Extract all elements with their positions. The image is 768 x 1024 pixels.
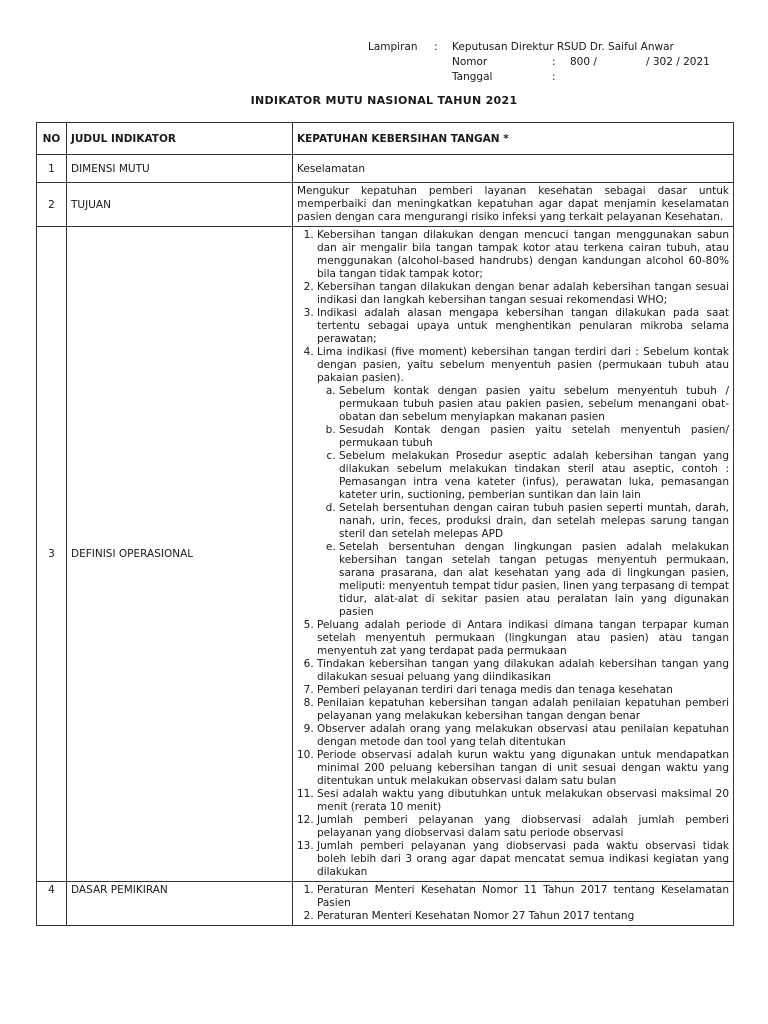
sub-list-item: a. Sebelum kontak dengan pasien yaitu sebelum menyentuh tubuh / permukaan tubuh pasien atau pakien pasien, sebelum menangani obat-obatan dan sebelum menyiapkan makanan pasien [339, 385, 729, 424]
list-item: 3. Indikasi adalah alasan mengapa kebersihan tangan dilakukan pada saat tertentu sebagai upaya untuk menghentikan penularan mikroba selama perawatan; [317, 307, 729, 346]
row-judul: DIMENSI MUTU [67, 155, 293, 183]
list-item: 12. Jumlah pemberi pelayanan yang diobservasi adalah jumlah pemberi pelayanan yang diobservasi dalam satu periode observasi [317, 814, 729, 840]
indicator-table [36, 122, 734, 926]
list-item: 7. Pemberi pelayanan terdiri dari tenaga medis dan tenaga kesehatan [317, 684, 729, 697]
dasar-list [297, 884, 729, 923]
row-judul: TUJUAN [67, 183, 293, 227]
list-item-text: Lima indikasi (five moment) kebersihan tangan terdiri dari : Sebelum kontak dengan pasien, yaitu sebelum menyentuh pasien (permukaan tubuh atau pakaian pasien). [317, 346, 729, 384]
list-item: 11. Sesi adalah waktu yang dibutuhkan untuk melakukan observasi maksimal 20 menit (rerata 10 menit) [317, 788, 729, 814]
list-item: 8. Penilaian kepatuhan kebersihan tangan adalah penilaian kepatuhan pemberi pelayanan yang melakukan kebersihan tangan dengan benar [317, 697, 729, 723]
row-isi [293, 227, 734, 882]
header-no: NO [37, 123, 67, 155]
list-item: 6. Tindakan kebersihan tangan yang dilakukan adalah kebersihan tangan yang dilakukan sesuai peluang yang diindikasikan [317, 658, 729, 684]
list-item: 2. Peraturan Menteri Kesehatan Nomor 27 Tahun 2017 tentang [317, 910, 729, 923]
row-isi: Keselamatan [293, 155, 734, 183]
list-item: 9. Observer adalah orang yang melakukan observasi atau penilaian kepatuhan dengan metode dan tool yang telah ditentukan [317, 723, 729, 749]
list-item: 5. Peluang adalah periode di Antara indikasi dimana tangan terpapar kuman setelah menyentuh permukaan (lingkungan atau pasien) atau tangan menyentuh zat yang terdapat pada permukaan [317, 619, 729, 658]
header-judul: JUDUL INDIKATOR [67, 123, 293, 155]
list-item: 2. Kebersihan tangan dilakukan dengan benar adalah kebersihan tangan sesuai indikasi dan langkah kebersihan tangan sesuai rekomendasi WHO; [317, 281, 729, 307]
list-item [317, 346, 729, 619]
nomor-value-b: / 302 / 2021 [646, 56, 710, 68]
colon: : [434, 41, 438, 53]
row-no: 1 [37, 155, 67, 183]
table-row [37, 155, 734, 183]
lampiran-value: Keputusan Direktur RSUD Dr. Saiful Anwar [452, 41, 674, 53]
row-isi [293, 882, 734, 926]
list-item: 10. Periode observasi adalah kurun waktu yang digunakan untuk mendapatkan minimal 200 peluang kebersihan tangan di unit sesuai dengan waktu yang ditentukan untuk melakukan observasi dalam satu bulan [317, 749, 729, 788]
sub-list-item: d. Setelah bersentuhan dengan cairan tubuh pasien seperti muntah, darah, nanah, urin, feces, produksi drain, dan setelah melepas sarung tangan steril dan setelah melepas APD [339, 502, 729, 541]
colon: : [552, 56, 556, 68]
header-isi: KEPATUHAN KEBERSIHAN TANGAN * [293, 123, 734, 155]
list-item: 13. Jumlah pemberi pelayanan yang diobservasi pada waktu observasi tidak boleh lebih dari 3 orang agar dapat mencatat semua indikasi kegiatan yang dilakukan [317, 840, 729, 879]
row-no: 2 [37, 183, 67, 227]
table-row [37, 183, 734, 227]
sub-list [317, 385, 729, 619]
list-item: 1. Kebersihan tangan dilakukan dengan mencuci tangan menggunakan sabun dan air mengalir bila tangan tampak kotor atau terkena cairan tubuh, atau menggunakan (alcohol-based handrubs) dengan kandungan alcohol 60-80% bila tangan tidak tampak kotor; [317, 229, 729, 281]
table-row [37, 882, 734, 926]
nomor-value-a: 800 / [570, 56, 597, 68]
row-judul: DEFINISI OPERASIONAL [67, 227, 293, 882]
tanggal-label: Tanggal [452, 71, 493, 83]
row-no: 3 [37, 227, 67, 882]
row-judul: DASAR PEMIKIRAN [67, 882, 293, 926]
lampiran-block [368, 40, 710, 85]
list-item: 1. Peraturan Menteri Kesehatan Nomor 11 Tahun 2017 tentang Keselamatan Pasien [317, 884, 729, 910]
lampiran-label: Lampiran [368, 41, 418, 53]
nomor-label: Nomor [452, 56, 488, 68]
sub-list-item: b. Sesudah Kontak dengan pasien yaitu setelah menyentuh pasien/ permukaan tubuh [339, 424, 729, 450]
document-title: INDIKATOR MUTU NASIONAL TAHUN 2021 [250, 94, 518, 107]
row-isi: Mengukur kepatuhan pemberi layanan kesehatan sebagai dasar untuk memperbaiki dan meningkatkan kepatuhan agar dapat menjamin keselamatan pasien dengan cara mengurangi risiko infeksi yang terkait pelayanan Kesehatan. [293, 183, 734, 227]
row-no: 4 [37, 882, 67, 926]
sub-list-item: e. Setelah bersentuhan dengan lingkungan pasien adalah melakukan kebersihan tangan setelah tangan petugas menyentuh permukaan, sarana prasarana, dan alat kesehatan yang ada di lingkungan pasien, meliputi: menyentuh tempat tidur pasien, linen yang terpasang di tempat tidur, alat-alat di sekitar pasien atau peralatan lain yang digunakan pasien [339, 541, 729, 619]
sub-list-item: c. Sebelum melakukan Prosedur aseptic adalah kebersihan tangan yang dilakukan sebelum melakukan tindakan steril atau aseptic, contoh : Pemasangan intra vena kateter (infus), perawatan luka, pemasangan kateter urin, suctioning, pemberian suntikan dan lain lain [339, 450, 729, 502]
table-header-row [37, 123, 734, 155]
table-row [37, 227, 734, 882]
colon: : [552, 71, 556, 83]
definition-list [297, 229, 729, 879]
